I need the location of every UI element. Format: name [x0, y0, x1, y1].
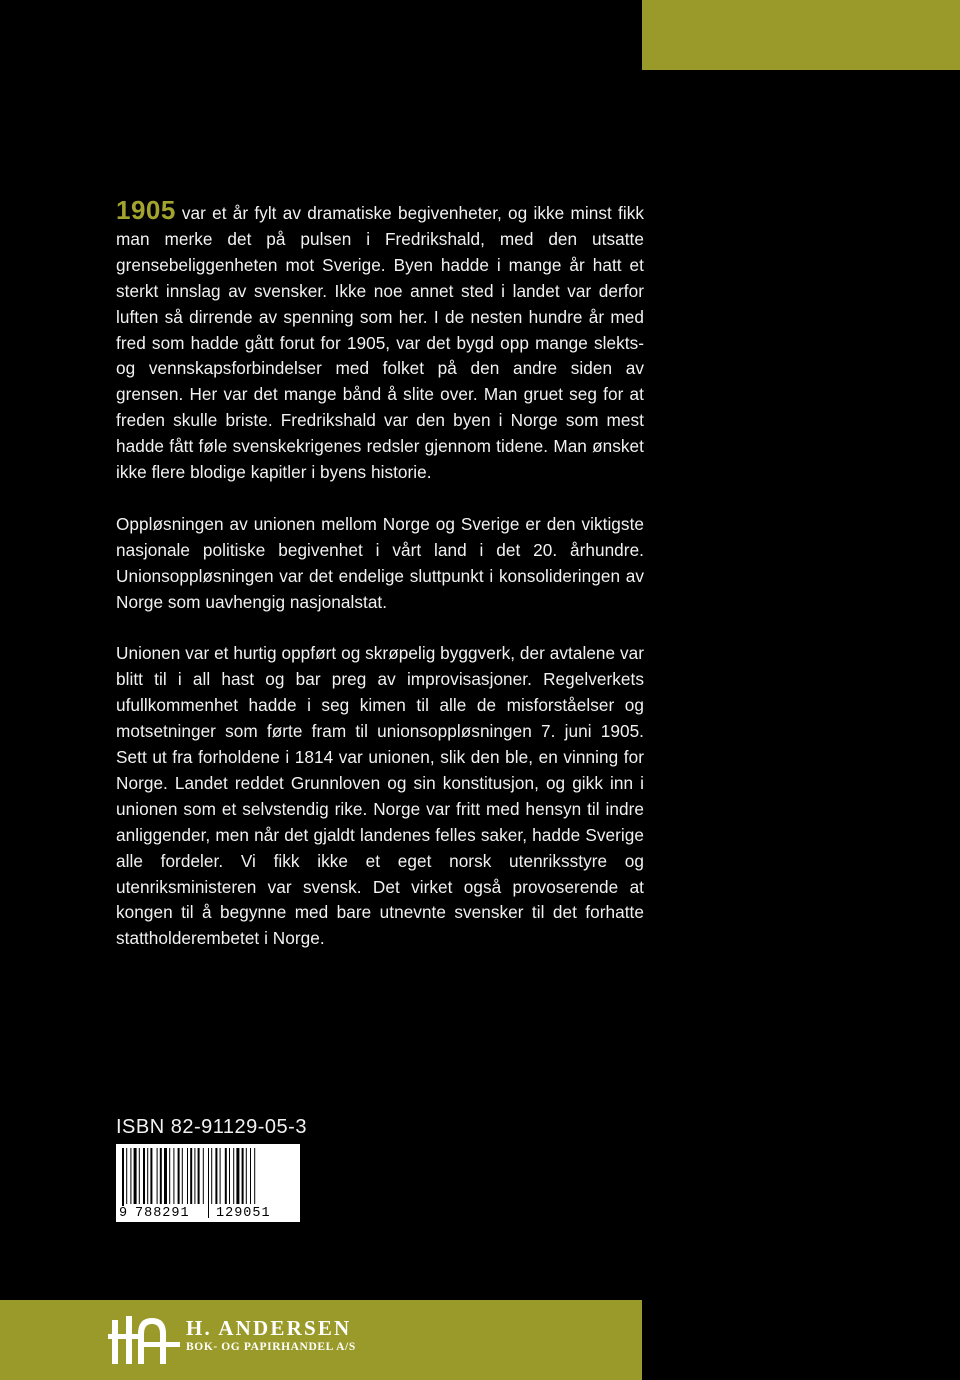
barcode-first-digit: 9: [119, 1206, 128, 1221]
barcode-bar: [169, 1148, 170, 1204]
barcode-bar: [157, 1148, 158, 1204]
barcode-right-group: 129051: [216, 1206, 271, 1221]
barcode-bar: [246, 1148, 247, 1204]
barcode-left-group: 788291: [135, 1206, 190, 1221]
back-cover-text: [116, 195, 644, 978]
barcode-bar: [164, 1148, 167, 1204]
publisher-subtitle: BOK- OG PAPIRHANDEL A/S: [186, 1341, 356, 1353]
publisher-name: H. ANDERSEN: [186, 1316, 352, 1340]
barcode-bar: [225, 1148, 227, 1204]
barcode-bar: [194, 1148, 195, 1204]
barcode-bar: [215, 1148, 217, 1204]
intro-year: 1905: [116, 195, 176, 225]
intro-text: var et år fylt av dramatiske begivenheter, og ikke minst fikk man merke det på pulsen i Fredrikshald, med den utsatte grensebeliggenheten mot Sverige. Byen hadde i mange år hatt et sterkt innslag av svensker. Ikke noe annet sted i landet var derfor luften så dirrende av spenning som her. I de nesten hundre år med fred som hadde gått forut for 1905, var det bygd opp mange slekts- og vennskapsforbindelser med folket på den andre siden av grensen. Her var det mange bånd å slite over. Man gruet seg for at freden skulle briste. Fredrikshald var den byen i Norge som mest hadde fått føle svenskekrigenes redsler gjennom tidene. Man ønsket ikke flere blodige kapitler i byens historie.: [116, 203, 644, 483]
barcode-bar: [187, 1148, 188, 1204]
barcode-bar: [233, 1148, 234, 1204]
barcode-bar: [254, 1148, 255, 1204]
barcode-bar: [139, 1148, 140, 1204]
barcode-bar: [143, 1148, 145, 1204]
barcode-bar: [126, 1148, 127, 1204]
isbn-label: ISBN 82-91129-05-3: [116, 1116, 307, 1138]
barcode-bar: [242, 1148, 244, 1204]
barcode-bar: [160, 1148, 162, 1204]
barcode-bar: [173, 1148, 174, 1204]
barcode-bar: [134, 1148, 137, 1204]
barcode-bar: [220, 1148, 221, 1204]
barcode-bar: [211, 1148, 212, 1204]
barcode-bar: [190, 1148, 192, 1204]
barcode-bar: [250, 1148, 251, 1204]
paragraph-union-dissolution: Oppløsningen av unionen mellom Norge og Sverige er den viktigste nasjonale politiske begivenhet i vårt land i det 20. århundre. Unionsoppløsningen var det endelige sluttpunkt i konsolideringen av Norge som uavhengig nasjonalstat.: [116, 513, 644, 612]
barcode-bar: [229, 1148, 230, 1204]
barcode-bar: [147, 1148, 148, 1204]
barcode-bar: [150, 1148, 152, 1204]
barcode-digits: [116, 1204, 300, 1222]
barcode-bar: [198, 1148, 200, 1204]
intro-paragraph: [116, 195, 644, 486]
isbn-barcode: [116, 1144, 300, 1222]
barcode-bar: [203, 1148, 204, 1204]
ha-monogram-logo-icon: [108, 1312, 180, 1368]
barcode-bar: [236, 1148, 239, 1204]
olive-top-band: [642, 0, 960, 70]
barcode-bar: [182, 1148, 183, 1204]
paragraph-union-history: Unionen var et hurtig oppført og skrøpelig byggverk, der avtalene var blitt til i all hast og bar preg av improvisasjoner. Regelverkets ufullkommenhet hadde i seg kimen til alle de misforståelser og motsetninger som førte fram til unionsoppløsningen 7. juni 1905. Sett ut fra forholdene i 1814 var unionen, slik den ble, en vinning for Norge. Landet reddet Grunnloven og sin konstitusjon, og gikk inn i unionen som et selvstendig rike. Norge var fritt med hensyn til indre anliggender, men når det gjaldt landenes felles saker, hadde Sverige alle fordeler. Vi fikk ikke et eget norsk utenriksstyre og utenriksministeren var svensk. Det virket også provoserende at kongen til å begynne med bare utnevnte svensker til det forhatte stattholderembetet i Norge.: [116, 643, 644, 949]
barcode-bar: [178, 1148, 180, 1204]
barcode-bar: [130, 1148, 131, 1204]
